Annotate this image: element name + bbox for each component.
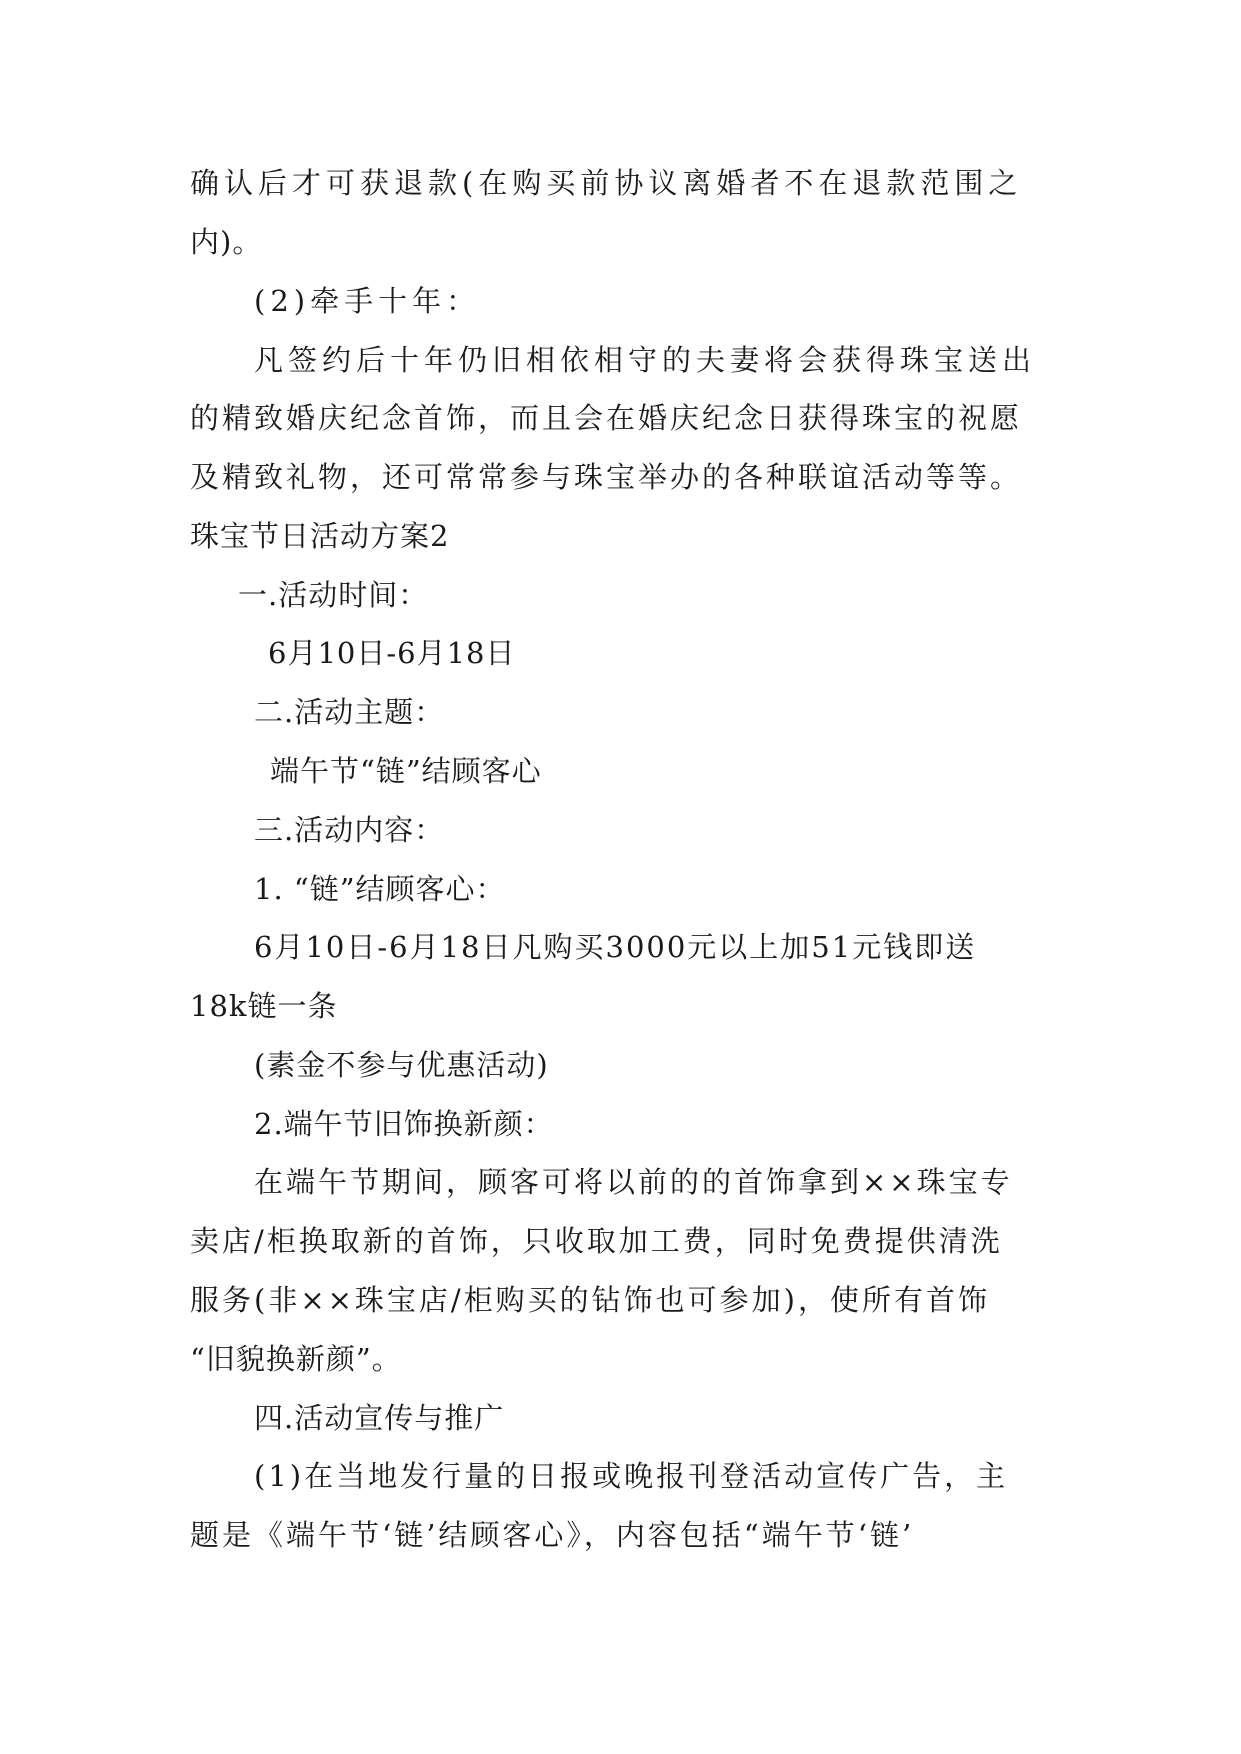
text-line: 凡签约后十年仍旧相依相守的夫妻将会获得珠宝送出 — [254, 343, 1037, 377]
text-line: 端午节“链”结顾客心 — [270, 754, 542, 788]
text-line: 确认后才可获退款(在购买前协议离婚者不在退款范围之 — [190, 166, 1023, 200]
text-line: 题是《端午节‘链’结顾客心》，内容包括“端午节‘链’ — [190, 1518, 915, 1552]
text-line: 二.活动主题： — [254, 695, 445, 729]
text-line: (素金不参与优惠活动) — [254, 1048, 549, 1082]
text-line: “旧貌换新颜”。 — [190, 1342, 402, 1376]
text-line: 三.活动内容： — [254, 813, 445, 847]
text-line: 四.活动宣传与推广 — [254, 1401, 505, 1435]
text-line: 卖店/柜换取新的首饰，只收取加工费，同时免费提供清洗 — [190, 1224, 1003, 1258]
text-line: 2.端午节旧饰换新颜： — [254, 1107, 554, 1141]
text-line: 内)。 — [190, 225, 263, 259]
text-line: 18k链一条 — [190, 989, 338, 1023]
text-line: 服务(非××珠宝店/柜购买的钻饰也可参加)，使所有首饰 — [190, 1283, 990, 1317]
text-line: 的精致婚庆纪念首饰，而且会在婚庆纪念日获得珠宝的祝愿 — [190, 401, 1023, 435]
text-line: 一.活动时间： — [238, 578, 429, 612]
section-heading: 珠宝节日活动方案2 — [190, 519, 450, 553]
text-line: 及精致礼物，还可常常参与珠宝举办的各种联谊活动等等。 — [190, 460, 1023, 494]
text-line: 1. “链”结顾客心： — [254, 872, 506, 906]
text-line: 6月10日-6月18日 — [268, 636, 516, 670]
text-line: 6月10日-6月18日凡购买3000元以上加51元钱即送 — [254, 930, 977, 964]
text-line: (1)在当地发行量的日报或晚报刊登活动宣传广告，主 — [254, 1459, 1009, 1493]
text-line: (2)牵手十年： — [254, 284, 481, 318]
text-line: 在端午节期间，顾客可将以前的的首饰拿到××珠宝专 — [254, 1165, 1013, 1199]
